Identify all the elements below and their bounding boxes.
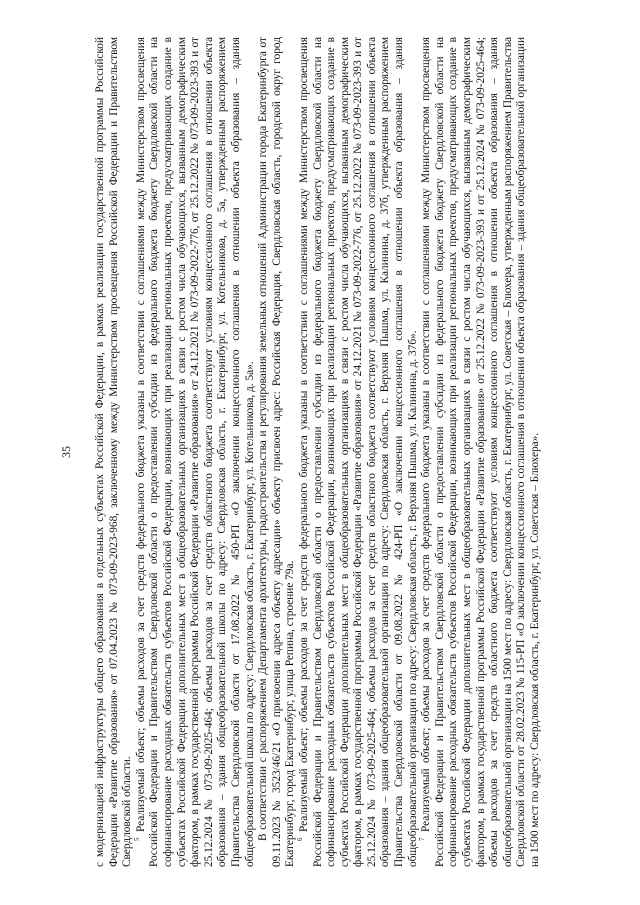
paragraph-text: Реализуемый объект; объемы расходов за счет средств федерального бюджета указаны в соответствии с соглашениями между Министерством просвещения Российской Федерации и Правительством Свердловской области о предоставлении субсидии из федерального бюджета бюджету Свердловской области на софинансирование расходных обязательств субъектов Российской Федерации, возникающих при реализации региональных проектов, предусматривающих создание в субъектах Российской Федерации дополнительных мест в общеобразовательных организациях в связи с ростом числа обучающихся, вызванным демографическим фактором, в рамках государственной программы Российской Федерации «Развитие образования» от 25.12.2022 № 073-09-2023-393 и от 25.12.2024 № 073-09-2025-464; объемы расходов за счет средств областного бюджета соответствуют условиям концессионного соглашения в отношении объекта образования – здания общеобразовательной организации на 1500 мест по адресу: Свердловская область, г. Екатеринбург, ул. Советская – Блюхера, утвержденным распоряжением Правительства Свердловской области от 28.02.2023 № 115-РП «О заключении концессионного соглашения в отношении объекта образования – здания общеобразовательной организации на 1500 мест по адресу: Свердловская область, г. Екатеринбург, ул. Советская – Блюхера». (420, 37, 541, 867)
footnote-continuation (94, 37, 135, 867)
paragraph-text: с модернизацией инфраструктуры общего образования в отдельных субъектах Российской Федерации, в рамках реализации государственной программы Российской Федерации «Развитие образования» от 07.04.2023 № 073-09-2023-968, заключенному между Министерством просвещения Российской Федерации и Правительством Свердловской области. (94, 37, 134, 867)
paragraph-text: Реализуемый объект; объемы расходов за счет средств федерального бюджета указаны в соответствии с соглашениями между Министерством просвещения Российской Федерации и Правительством Свердловской области о предоставлении субсидии из федерального бюджета бюджету Свердловской области на софинансирование расходных обязательств субъектов Российской Федерации, возникающих при реализации региональных проектов, предусматривающих создание в субъектах Российской Федерации дополнительных мест в общеобразовательных организациях в связи с ростом числа обучающихся, вызванным демографическим фактором, в рамках государственной программы Российской Федерации «Развитие образования» от 24.12.2021 № 073-09-2022-776, от 25.12.2022 № 073-09-2023-393 и от 25.12.2024 № 073-09-2025-464; объемы расходов за счет средств областного бюджета соответствуют условиям концессионного соглашения в отношении объекта образования – здания общеобразовательной школы по адресу: Свердловская область, г. Екатеринбург, ул. Котельникова, д. 5а, утвержденным распоряжением Правительства Свердловской области от 17.08.2022 № 450-РП «О заключении концессионного соглашения в отношении объекта образования – здания общеобразовательной школы по адресу: Свердловская область, г. Екатеринбург, ул. Котельникова, д. 5а». (134, 37, 256, 867)
footnote-marker: 6 (296, 837, 305, 841)
footnote-marker: 7 (418, 837, 427, 841)
paragraph-text: В соответствии с распоряжением Департамента архитектуры, градостроительства и регулирования земельных отношений Администрации города Екатеринбурга от 09.11.2023 № 3523/46/21 «О присвоении адреса объекту адресации» объекту присвоен адрес: Российская Федерация, Свердловская область, городской округ город Екатеринбург, город Екатеринбург, улица Репина, строение 79а. (257, 37, 297, 867)
footnote-marker: 5 (133, 837, 142, 841)
footnote-5 (135, 37, 257, 867)
footnotes-body (94, 37, 543, 867)
footnote-5-address-note (257, 37, 298, 867)
rotated-text-block (60, 37, 580, 867)
footnote-7 (420, 37, 542, 867)
footnote-6 (298, 37, 420, 867)
paragraph-text: Реализуемый объект; объемы расходов за счет средств федерального бюджета указаны в соответствии с соглашениями между Министерством просвещения Российской Федерации и Правительством Свердловской области о предоставлении субсидии из федерального бюджета бюджету Свердловской области на софинансирование расходных обязательств субъектов Российской Федерации, возникающих при реализации региональных проектов, предусматривающих создание в субъектах Российской Федерации дополнительных мест в общеобразовательных организациях в связи с ростом числа обучающихся, вызванным демографическим фактором, в рамках государственной программы Российской Федерации «Развитие образования» от 24.12.2021 № 073-09-2022-776, от 25.12.2022 № 073-09-2023-393 и от 25.12.2024 № 073-09-2025-464; объемы расходов за счет средств областного бюджета соответствуют условиям концессионного соглашения в отношении объекта образования – здания общеобразовательной организации по адресу: Свердловская область, г. Верхняя Пышма, ул. Калинина, д. 37б, утвержденным распоряжением Правительства Свердловской области от 09.08.2022 № 424-РП «О заключении концессионного соглашения в отношении объекта образования – здания общеобразовательной организации по адресу: Свердловская область, г. Верхняя Пышма, ул. Калинина, д. 37б». (297, 37, 419, 867)
page-number: 35 (59, 446, 73, 458)
